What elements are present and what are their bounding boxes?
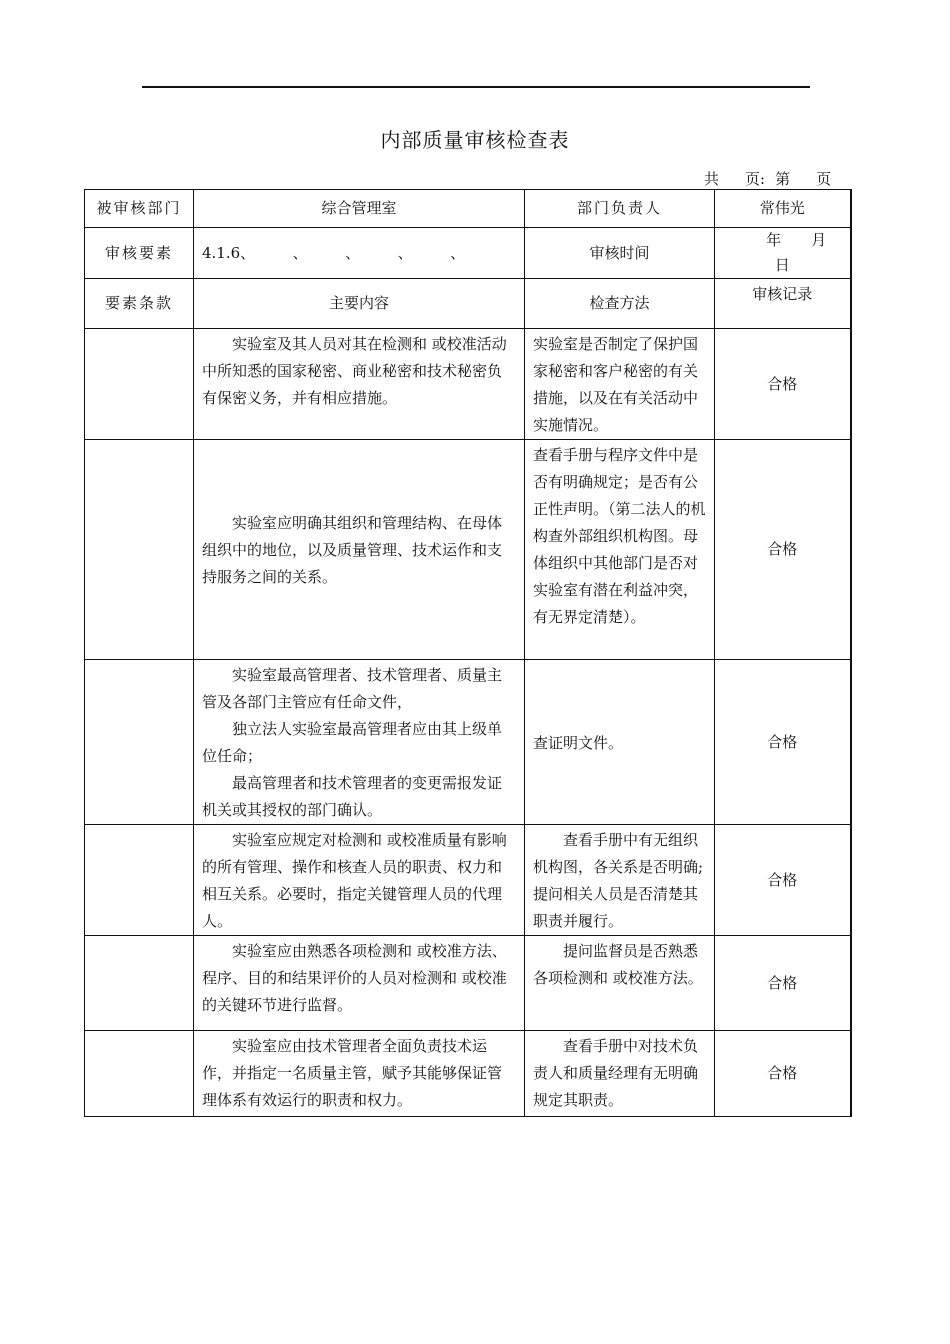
column-header-row <box>85 279 851 329</box>
content-paragraph: 最高管理者和技术管理者的变更需报发证机关或其授权的部门确认。 <box>202 774 503 819</box>
row-method <box>525 825 715 936</box>
table-row <box>85 329 851 440</box>
row-record: 合格 <box>715 660 851 825</box>
department-label: 被审核部门 <box>85 190 194 228</box>
row-record: 合格 <box>715 825 851 936</box>
elements-label: 审核要素 <box>85 228 194 279</box>
row-content <box>194 825 525 936</box>
content-paragraph: 实验室应由技术管理者全面负责技术运作，并指定一名质量主管，赋予其能够保证管理体系有效运行的职责和权力。 <box>202 1037 503 1109</box>
row-clause <box>85 936 194 1031</box>
table-row <box>85 1031 851 1117</box>
row-clause <box>85 440 194 660</box>
table-row <box>85 440 851 660</box>
page-current-label: 第 <box>775 170 791 188</box>
table-row <box>85 825 851 936</box>
row-clause <box>85 329 194 440</box>
col-content: 主要内容 <box>194 279 525 329</box>
head-value: 常伟光 <box>715 190 851 228</box>
row-method <box>525 1031 715 1117</box>
row-content <box>194 660 525 825</box>
content-paragraph: 独立法人实验室最高管理者应由其上级单位任命； <box>202 720 503 765</box>
row-method: 查证明文件。 <box>525 660 715 825</box>
content-paragraph: 实验室应由熟悉各项检测和 或校准方法、程序、目的和结果评价的人员对检测和 或校准的关键环节进行监督。 <box>202 942 507 1014</box>
row-clause <box>85 660 194 825</box>
row-content <box>194 440 525 660</box>
content-paragraph: 实验室及其人员对其在检测和 或校准活动中所知悉的国家秘密、商业秘密和技术秘密负有保密义务，并有相应措施。 <box>202 335 507 407</box>
row-content <box>194 936 525 1031</box>
row-content <box>194 329 525 440</box>
row-record: 合格 <box>715 936 851 1031</box>
elements-value: 4.1.6、 、 、 、 、 <box>194 228 525 279</box>
page-separator: : <box>760 170 766 188</box>
content-paragraph: 实验室最高管理者、技术管理者、质量主管及各部门主管应有任命文件， <box>202 666 503 711</box>
row-record: 合格 <box>715 440 851 660</box>
col-record: 审核记录 <box>715 279 851 329</box>
row-method: 查看手册与程序文件中是否有明确规定；是否有公正性声明。（第二法人的机构查外部组织机构图。母体组织中其他部门是否对实验室有潜在利益冲突，有无界定清楚）。 <box>525 440 715 660</box>
audit-checklist <box>84 189 850 1117</box>
time-value <box>715 228 851 279</box>
method-paragraph: 查看手册中有无组织机构图，各关系是否明确;提问相关人员是否清楚其职责并履行。 <box>533 831 704 930</box>
elements-row <box>85 228 851 279</box>
content-paragraph: 实验室应规定对检测和 或校准质量有影响的所有管理、操作和核查人员的职责、权力和相互关系。必要时，指定关键管理人员的代理人。 <box>202 831 507 930</box>
method-paragraph: 查看手册中对技术负责人和质量经理有无明确规定其职责。 <box>533 1037 699 1109</box>
row-method <box>525 936 715 1031</box>
page-label: 页 <box>745 170 761 188</box>
page-label-2: 页 <box>816 170 832 188</box>
head-label: 部门负责人 <box>525 190 715 228</box>
table-row <box>85 660 851 825</box>
page-info <box>704 168 831 189</box>
document-title: 内部质量审核检查表 <box>380 128 570 152</box>
content-paragraph: 实验室应明确其组织和管理结构、在母体组织中的地位，以及质量管理、技术运作和支持服务之间的关系。 <box>202 514 503 586</box>
table-row <box>85 936 851 1031</box>
time-value-day: 日 <box>774 256 790 274</box>
audit-table <box>84 189 852 1117</box>
method-paragraph: 提问监督员是否熟悉各项检测和 或校准方法。 <box>533 942 703 987</box>
page-total-label: 共 <box>704 170 720 188</box>
time-label: 审核时间 <box>525 228 715 279</box>
header-rule <box>142 86 810 88</box>
department-value: 综合管理室 <box>194 190 525 228</box>
col-clause: 要素条款 <box>85 279 194 329</box>
row-record: 合格 <box>715 329 851 440</box>
department-row <box>85 190 851 228</box>
row-clause <box>85 825 194 936</box>
row-content <box>194 1031 525 1117</box>
row-method: 实验室是否制定了保护国家秘密和客户秘密的有关措施，以及在有关活动中实施情况。 <box>525 329 715 440</box>
row-record: 合格 <box>715 1031 851 1117</box>
col-method: 检查方法 <box>525 279 715 329</box>
row-clause <box>85 1031 194 1117</box>
time-value-month: 年 月 <box>766 231 827 249</box>
